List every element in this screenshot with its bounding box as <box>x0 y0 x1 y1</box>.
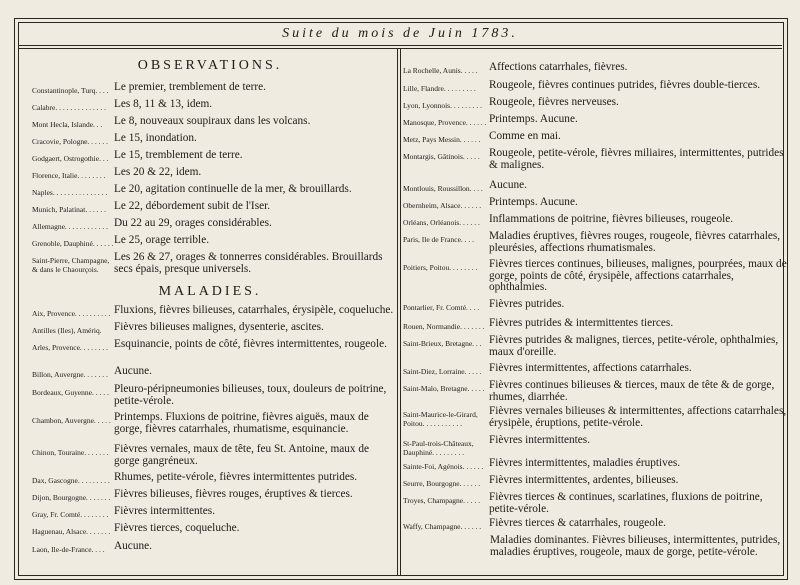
place-name: Saint-Malo, Bretagne. . . . . <box>403 384 485 393</box>
observation-entry <box>32 167 394 180</box>
disease-entry <box>32 384 394 407</box>
place-name: Orléans, Orléanois. . . . . . <box>403 218 480 227</box>
disease-text: Rougeole, petite-vérole, fièvres miliaires, intermittentes, putrides & malignes. <box>489 147 784 171</box>
place-name: Grenoble, Dauphiné. . . . . . <box>32 239 114 248</box>
disease-entry <box>403 299 793 312</box>
disease-entry <box>403 475 793 488</box>
place-name: Billon, Auvergne. . . . . . . <box>32 370 108 379</box>
disease-entry <box>32 339 394 352</box>
disease-text: Fièvres tierces, coqueluche. <box>114 522 240 534</box>
disease-text: Fièvres putrides. <box>489 298 565 310</box>
disease-entry <box>403 335 793 358</box>
disease-text: Fièvres continues bilieuses & tierces, maux de tête & de gorge, rhumes, diarrhée. <box>489 379 775 403</box>
place-name: Sainte-Foi, Agénois. . . . . . <box>403 462 484 471</box>
observation-text: Le 8, nouveaux soupiraux dans les volcans. <box>114 115 311 127</box>
observation-text: Le 20, agitation continuelle de la mer, & brouillards. <box>114 183 352 195</box>
place-name: Aix, Provence. . . . . . . . . . <box>32 309 111 318</box>
observation-text: Le 15, inondation. <box>114 132 197 144</box>
observation-entry <box>32 133 394 146</box>
disease-entry <box>403 231 793 254</box>
disease-text: Pleuro-péripneumonies bilieuses, toux, douleurs de poitrine, petite-vérole. <box>114 383 387 407</box>
observation-entry <box>32 99 394 112</box>
place-name: Laon, Ile-de-France. . . . <box>32 545 105 554</box>
place-name: Saint-Brieux, Bretagne. . . <box>403 339 482 348</box>
disease-entry <box>403 458 793 471</box>
place-name: Waffy, Champagne. . . . . . <box>403 522 482 531</box>
place-name: Manosque, Provence. . . . . . <box>403 118 487 127</box>
disease-text: Fièvres vernales, maux de tête, feu St. Antoine, maux de gorge gangréneux. <box>114 443 370 467</box>
place-name: Troyes, Champagne. . . . . <box>403 496 481 505</box>
disease-text: Inflammations de poitrine, fièvres bilieuses, rougeole. <box>489 213 734 225</box>
disease-entry <box>403 97 793 110</box>
column-divider-thin <box>400 49 401 576</box>
place-name: Dijon, Bourgogne. . . . . . . <box>32 493 111 502</box>
observation-entry <box>32 116 394 129</box>
place-name: Metz, Pays Messin. . . . . . <box>403 135 481 144</box>
place-name: Cracovie, Pologne. . . . . . <box>32 137 109 146</box>
place-name: Rouen, Normandie. . . . . . . <box>403 322 485 331</box>
place-name: Dax, Gascogne. . . . . . . . . <box>32 476 110 485</box>
disease-text: Fièvres bilieuses, fièvres rouges, éruptives & tierces. <box>114 488 353 500</box>
running-title: Suite du mois de Juin 1783. <box>282 26 518 41</box>
disease-entry <box>32 472 394 485</box>
disease-entry <box>32 444 394 467</box>
disease-entry <box>32 322 394 335</box>
disease-entry <box>32 541 394 554</box>
place-name: Montlouis, Roussillon. . . . <box>403 184 483 193</box>
disease-text: Printemps. Aucune. <box>489 196 578 208</box>
disease-text: Maladies éruptives, fièvres rouges, rougeole, fièvres catarrhales, pleurésies, affections rhumatismales. <box>489 230 781 254</box>
place-name: Paris, Ile de France. . . . <box>403 235 475 244</box>
place-name: La Rochelle, Aunis. . . . . <box>403 66 478 75</box>
observation-text: Les 8, 11 & 13, idem. <box>114 98 213 110</box>
observation-text: Du 22 au 29, orages considérables. <box>114 217 272 229</box>
place-name: Munich, Palatinat. . . . . . <box>32 205 106 214</box>
disease-entry <box>403 180 793 193</box>
place-name: Gray, Fr. Comté. . . . . . . . <box>32 510 109 519</box>
disease-entry <box>403 197 793 210</box>
observation-entry <box>32 150 394 163</box>
column-divider <box>397 49 398 576</box>
observation-text: Le 25, orage terrible. <box>114 234 210 246</box>
place-name: Lyon, Lyonnois. . . . . . . . . <box>403 101 482 110</box>
place-name: Antilles (Iles), Amériq. <box>32 326 102 335</box>
place-name: Chambon, Auvergne. . . . . <box>32 416 111 425</box>
disease-text: Aucune. <box>114 365 152 377</box>
observation-text: Les 26 & 27, orages & tonnerres considérables. Brouillards secs épais, presque universels. <box>114 251 383 275</box>
disease-entry <box>403 80 793 93</box>
disease-text: Fièvres bilieuses malignes, dysenterie, ascites. <box>114 321 324 333</box>
place-name: Obernheim, Alsace. . . . . . <box>403 201 482 210</box>
observation-entry <box>32 82 394 95</box>
place-name: Pontarlier, Fr. Comté. . . . <box>403 303 480 312</box>
disease-entry <box>32 489 394 502</box>
disease-text: Comme en mai. <box>489 130 561 142</box>
place-name: Constantinople, Turq. . . . <box>32 86 109 95</box>
disease-text: Rougeole, fièvres continues putrides, fièvres double-tierces. <box>489 79 761 91</box>
disease-entry <box>403 148 793 171</box>
disease-text: Fièvres putrides & intermittentes tierces. <box>489 317 674 329</box>
place-name: Arles, Provence. . . . . . . . <box>32 343 109 352</box>
disease-entry <box>403 518 793 531</box>
disease-text: Esquinancie, points de côté, fièvres intermittentes, rougeole. <box>114 338 387 350</box>
dominant-diseases-note: Maladies dominantes. Fièvres bilieuses, intermittentes, putrides, maladies éruptives, rougeole, maux de gorge, petite-vérole. <box>490 534 781 558</box>
place-name: Bordeaux, Guyenne. . . . . <box>32 388 109 397</box>
disease-text: Printemps. Fluxions de poitrine, fièvres aiguës, maux de gorge, fièvres catarrhales, rhumatisme, esquinancie. <box>114 411 369 435</box>
observations-title: OBSERVATIONS. <box>137 58 283 73</box>
place-name: Chinon, Touraine. . . . . . . <box>32 448 109 457</box>
observation-entry <box>32 252 394 275</box>
disease-text: Fièvres tierces continues, bilieuses, malignes, pourprées, maux de gorge, points de côté, érysipèle, affections catarrhales, ophthalmies. <box>489 258 787 293</box>
disease-text: Fluxions, fièvres bilieuses, catarrhales, érysipèle, coqueluche. <box>114 304 394 316</box>
disease-entry <box>32 506 394 519</box>
disease-text: Fièvres tierces & continues, scarlatines, fluxions de poitrine, petite-vérole. <box>489 491 763 515</box>
disease-entry <box>403 131 793 144</box>
observation-text: Le premier, tremblement de terre. <box>114 81 266 93</box>
disease-text: Fièvres intermittentes, maladies éruptives. <box>489 457 681 469</box>
observation-text: Le 22, débordement subit de l'Iser. <box>114 200 271 212</box>
observation-entry <box>32 184 394 197</box>
observation-text: Le 15, tremblement de terre. <box>114 149 243 161</box>
header-rule <box>18 45 782 46</box>
disease-text: Fièvres intermittentes, ardentes, bilieuses. <box>489 474 679 486</box>
place-name: Montargis, Gâtinois. . . . . <box>403 152 480 161</box>
disease-text: Rougeole, fièvres nerveuses. <box>489 96 619 108</box>
disease-entry <box>403 114 793 127</box>
place-name: Seurre, Bourgogne. . . . . . <box>403 479 481 488</box>
place-name: Haguenau, Alsace. . . . . . . <box>32 527 111 536</box>
disease-entry <box>32 305 394 318</box>
place-name: Calabre. . . . . . . . . . . . . . <box>32 103 106 112</box>
disease-entry <box>403 380 793 403</box>
disease-text: Aucune. <box>114 540 152 552</box>
disease-text: Fièvres tierces & catarrhales, rougeole. <box>489 517 666 529</box>
place-name: Mont Hecla, Islande. . . <box>32 120 103 129</box>
place-name: Allemagne. . . . . . . . . . . . <box>32 222 109 231</box>
disease-entry <box>403 363 793 376</box>
disease-text: Printemps. Aucune. <box>489 113 578 125</box>
observation-entry <box>32 218 394 231</box>
disease-text: Fièvres vernales bilieuses & intermittentes, affections catarrhales, érysipèle, éruptions, petite-vérole. <box>489 405 787 429</box>
place-name: Saint-Pierre, Champagne, & dans le Chaourçois. <box>32 256 110 274</box>
disease-entry <box>403 62 793 75</box>
place-name: Saint-Diez, Lorraine. . . . . <box>403 367 482 376</box>
place-name: Florence, Italie. . . . . . . . <box>32 171 106 180</box>
disease-entry <box>403 406 793 429</box>
observation-text: Les 20 & 22, idem. <box>114 166 202 178</box>
disease-entry <box>403 318 793 331</box>
place-name: St-Paul-trois-Châteaux, Dauphiné. . . . . . . . . <box>403 439 474 457</box>
disease-entry <box>32 412 394 435</box>
place-name: Lille, Flandre. . . . . . . . . <box>403 84 476 93</box>
observation-entry <box>32 201 394 214</box>
disease-entry <box>32 366 394 379</box>
disease-entry <box>403 492 793 515</box>
place-name: Saint-Maurice-le-Girard, Poitou. . . . . . . . . . . <box>403 410 478 428</box>
disease-entry <box>403 259 793 294</box>
disease-text: Fièvres intermittentes, affections catarrhales. <box>489 362 692 374</box>
observation-entry <box>32 235 394 248</box>
place-name: Naples. . . . . . . . . . . . . . . <box>32 188 108 197</box>
disease-text: Affections catarrhales, fièvres. <box>489 61 628 73</box>
place-name: Poitiers, Poitou. . . . . . . . <box>403 263 478 272</box>
disease-entry <box>403 435 793 457</box>
disease-text: Fièvres putrides & malignes, tierces, petite-vérole, ophthalmies, maux d'oreille. <box>489 334 779 358</box>
place-name: Godgaert, Ostrogothie. . . <box>32 154 109 163</box>
disease-entry <box>403 214 793 227</box>
maladies-title: MALADIES. <box>158 284 262 299</box>
disease-text: Rhumes, petite-vérole, fièvres intermittentes putrides. <box>114 471 358 483</box>
disease-text: Fièvres intermittentes. <box>489 434 591 446</box>
disease-text: Aucune. <box>489 179 527 191</box>
disease-entry <box>32 523 394 536</box>
disease-text: Fièvres intermittentes. <box>114 505 216 517</box>
